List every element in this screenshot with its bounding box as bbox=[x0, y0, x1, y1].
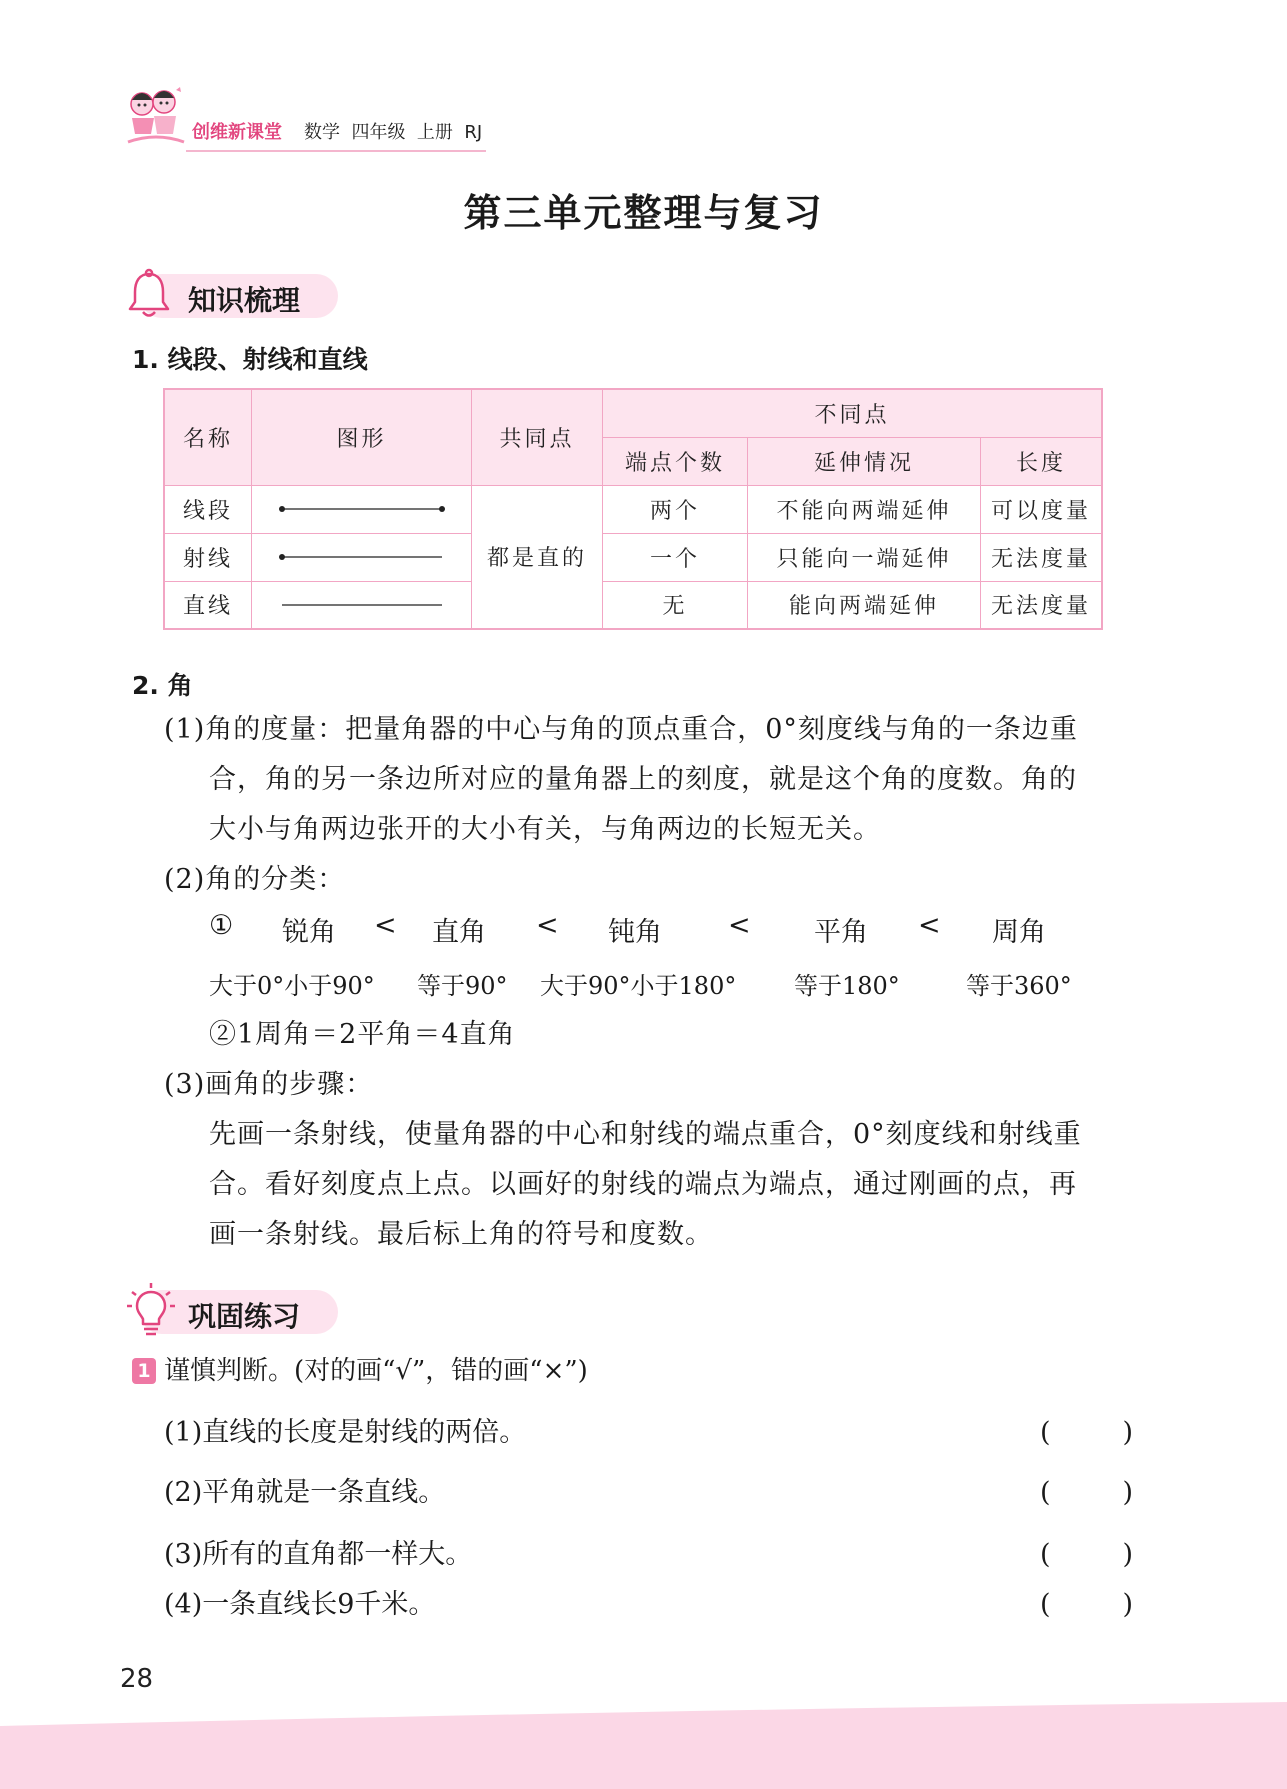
less-than-sign: < bbox=[536, 910, 559, 941]
row-extension: 只能向一端延伸 bbox=[748, 533, 981, 581]
footer-decoration bbox=[0, 1702, 1287, 1789]
question-instruction: 谨慎判断。(对的画“√”，错的画“×”) bbox=[164, 1356, 588, 1386]
answer-blank-3[interactable]: ( ) bbox=[1040, 1539, 1134, 1570]
angle-relation-formula: ②1周角＝2平角＝4直角 bbox=[209, 1019, 516, 1050]
section-title-practice: 巩固练习 bbox=[188, 1300, 301, 1333]
ray-shape bbox=[252, 533, 472, 581]
header-endpoints: 端点个数 bbox=[603, 437, 748, 485]
header-divider bbox=[186, 150, 486, 152]
row-extension: 能向两端延伸 bbox=[748, 581, 981, 629]
brand-name: 创维新课堂 bbox=[192, 122, 282, 143]
row-length: 可以度量 bbox=[981, 485, 1103, 533]
angle-name-full: 周角 bbox=[992, 917, 1046, 948]
heading-lines: 1. 线段、射线和直线 bbox=[132, 345, 368, 374]
less-than-sign: < bbox=[374, 910, 397, 941]
row-length: 无法度量 bbox=[981, 533, 1103, 581]
answer-blank-4[interactable]: ( ) bbox=[1040, 1589, 1134, 1620]
question-number-badge: 1 bbox=[132, 1358, 156, 1384]
page-number: 28 bbox=[120, 1664, 154, 1694]
angle-desc-obtuse: 大于90°小于180° bbox=[540, 972, 737, 1000]
line-shape bbox=[252, 581, 472, 629]
row-name: 射线 bbox=[164, 533, 252, 581]
angle-desc-acute: 大于0°小于90° bbox=[209, 972, 375, 1000]
row-extension: 不能向两端延伸 bbox=[748, 485, 981, 533]
judgement-item-4: (4)一条直线长9千米。 bbox=[164, 1589, 436, 1620]
section-title-knowledge: 知识梳理 bbox=[188, 284, 301, 317]
judgement-item-1: (1)直线的长度是射线的两倍。 bbox=[164, 1417, 527, 1448]
less-than-sign: < bbox=[918, 910, 941, 941]
header-length: 长度 bbox=[981, 437, 1103, 485]
answer-blank-1[interactable]: ( ) bbox=[1040, 1417, 1134, 1448]
angle-name-obtuse: 钝角 bbox=[608, 917, 662, 948]
table-row bbox=[164, 485, 1102, 533]
draw-angle-line-1: 先画一条射线，使量角器的中心和射线的端点重合，0°刻度线和射线重 bbox=[209, 1119, 1082, 1150]
page-title: 第三单元整理与复习 bbox=[463, 191, 824, 235]
angle-desc-straight: 等于180° bbox=[794, 972, 900, 1000]
segment-shape bbox=[252, 485, 472, 533]
row-length: 无法度量 bbox=[981, 581, 1103, 629]
angle-desc-right: 等于90° bbox=[417, 972, 508, 1000]
table-row bbox=[164, 533, 1102, 581]
angle-classification-heading: (2)角的分类： bbox=[164, 864, 346, 895]
row-name: 线段 bbox=[164, 485, 252, 533]
judgement-item-3: (3)所有的直角都一样大。 bbox=[164, 1539, 473, 1570]
header-common: 共同点 bbox=[472, 389, 603, 485]
draw-angle-heading: (3)画角的步骤： bbox=[164, 1069, 374, 1100]
draw-angle-line-3: 画一条射线。最后标上角的符号和度数。 bbox=[209, 1219, 713, 1250]
draw-angle-line-2: 合。看好刻度点上点。以画好的射线的端点为端点，通过刚画的点，再 bbox=[209, 1169, 1077, 1200]
row-endpoints: 一个 bbox=[603, 533, 748, 581]
header-extension: 延伸情况 bbox=[748, 437, 981, 485]
angle-name-straight: 平角 bbox=[814, 917, 868, 948]
angle-name-acute: 锐角 bbox=[282, 917, 336, 948]
angle-measure-line-2: 合，角的另一条边所对应的量角器上的刻度，就是这个角的度数。角的 bbox=[209, 764, 1077, 795]
row-endpoints: 无 bbox=[603, 581, 748, 629]
answer-blank-2[interactable]: ( ) bbox=[1040, 1477, 1134, 1508]
row-endpoints: 两个 bbox=[603, 485, 748, 533]
judgement-item-2: (2)平角就是一条直线。 bbox=[164, 1477, 446, 1508]
book-info: 数学 四年级 上册 RJ bbox=[304, 122, 483, 143]
header-difference: 不同点 bbox=[603, 389, 1103, 437]
table-row bbox=[164, 581, 1102, 629]
lightbulb-icon bbox=[126, 1282, 176, 1338]
header-name: 名称 bbox=[164, 389, 252, 485]
angle-measure-line-1: (1)角的度量：把量角器的中心与角的顶点重合，0°刻度线与角的一条边重 bbox=[164, 714, 1078, 745]
common-value: 都是直的 bbox=[472, 485, 603, 629]
angle-measure-line-3: 大小与角两边张开的大小有关，与角两边的长短无关。 bbox=[209, 814, 881, 845]
bell-icon bbox=[124, 268, 174, 320]
comparison-table bbox=[163, 388, 1103, 630]
angle-name-right: 直角 bbox=[432, 917, 486, 948]
header-shape: 图形 bbox=[252, 389, 472, 485]
less-than-sign: < bbox=[728, 910, 751, 941]
angle-marker: ① bbox=[209, 910, 234, 941]
kids-mascot-logo bbox=[124, 86, 186, 150]
angle-desc-full: 等于360° bbox=[966, 972, 1072, 1000]
heading-angle: 2. 角 bbox=[132, 671, 193, 700]
row-name: 直线 bbox=[164, 581, 252, 629]
